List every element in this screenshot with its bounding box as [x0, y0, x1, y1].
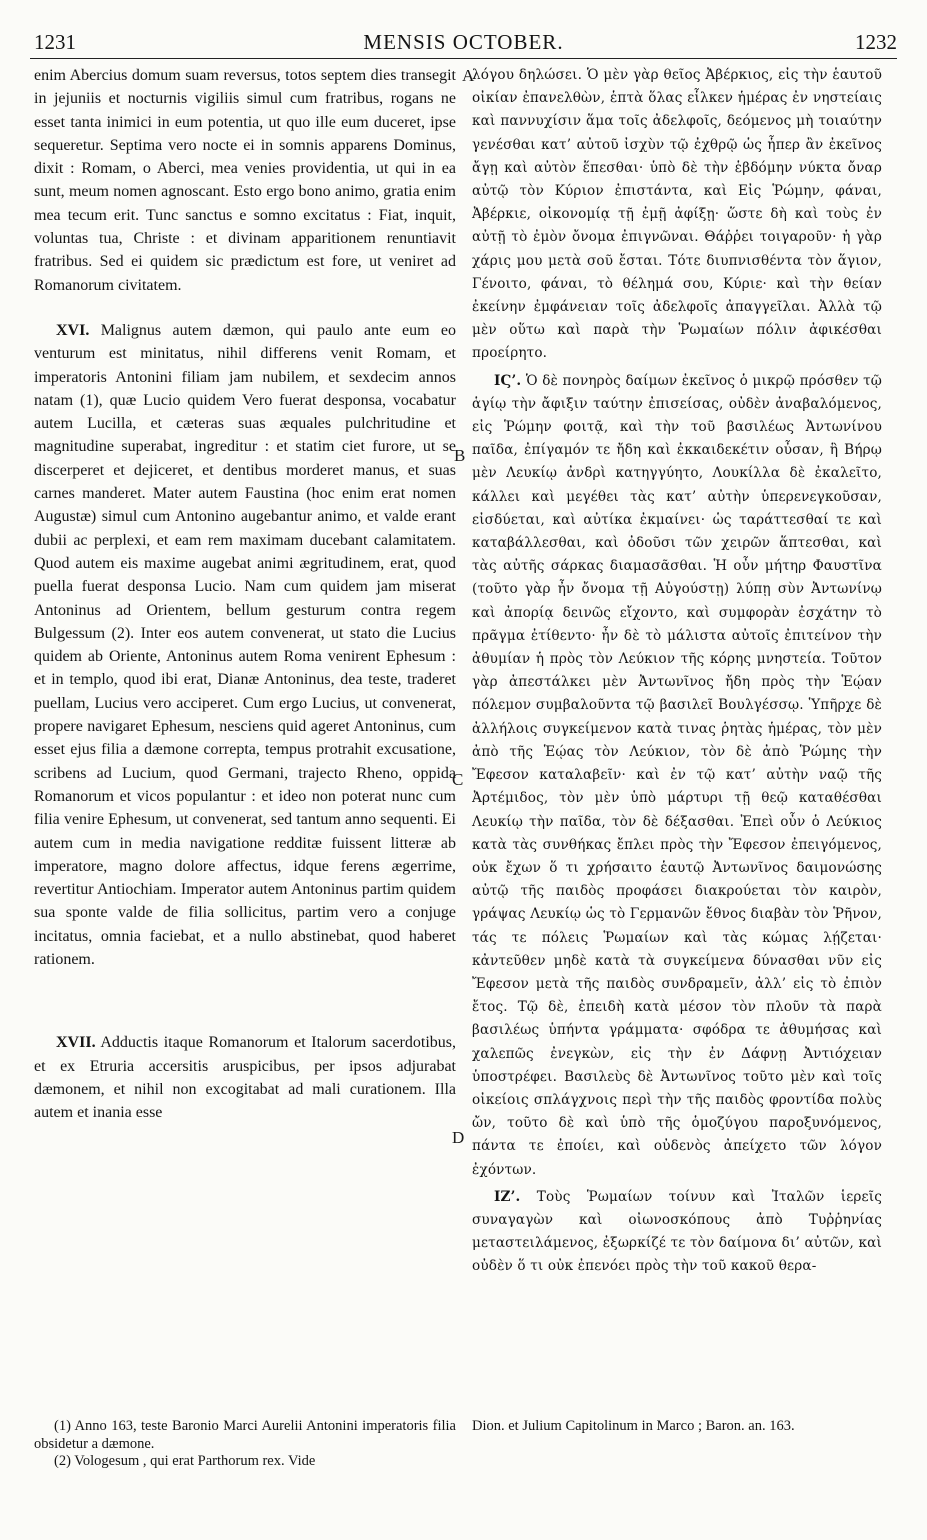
page-number-left: 1231 — [34, 30, 76, 54]
greek-paragraph-1-text: λόγου δηλώσει. Ὁ μὲν γὰρ θεῖος Ἀβέρκιος, εἰς τὴν ἑαυτοῦ οἰκίαν ἐπανελθὼν, ἑπτὰ ὅλας εἷλκεν ἡμέρας ἐν νηστείαις καὶ παννυχίσιν ἅμα τοῖς ἀδελφοῖς, δεόμενος μὴ τοιαύτην γενέσθαι κατ’ αὐτοῦ ἰσχὺν τῷ ἐχθρῷ ὡς ἧπερ ἂν ἐκεῖνος ἄγῃ καὶ αὐτὸν ἕπεσθαι· ὑπὸ δὲ τὴν ἑβδόμην νύκτα ὄναρ αὐτῷ τὸν Κύριον ἐπιστάντα, καὶ Εἰς Ῥώμην, φάναι, Ἀβέρκιε, οἰκονομίᾳ τῇ ἐμῇ ἀφίξῃ· ὥστε δὴ καὶ τοὺς ἐν αὐτῇ τὸ ἐμὸν ὄνομα ἐπιγνῶναι. Θάῤῥει τοιγαροῦν· ἡ γὰρ χάρις μου μετὰ σοῦ ἔσται. Τότε διυπνισθέντα τὸν ἅγιον, Γένοιτο, φάναι, τὸ θέλημά σου, Κύριε· καὶ τὴν θείαν ἐκείνην ἐμφάνειαν τοῖς ἀδελφοῖς ἀπαγγεῖλαι. Ἀλλὰ τῷ μὲν οὕτω καὶ παρὰ τὴν Ῥωμαίων πόλιν ἀφικέσθαι προείρητο. — [472, 67, 882, 362]
greek-section-17-text: Τοὺς Ῥωμαίων τοίνυν καὶ Ἰταλῶν ἱερεῖς συναγαγὼν καὶ οἰωνοσκόπους ἀπὸ Τυῤῥηνίας μεταστειλάμενος, ἐξωρκίζέ τε τὸν δαίμονα δι’ αὐτῶν, καὶ οὐδὲν ὅ τι οὐκ ἐπενόει πρὸς τὴν τοῦ κακοῦ θερα- — [472, 1188, 882, 1275]
section-number-xvi: XVI. — [56, 321, 90, 339]
margin-marker-a: A — [462, 66, 475, 85]
greek-section-17 — [472, 1186, 882, 1279]
section-number-17: ΙΖ’. — [494, 1188, 521, 1205]
footnote-2-continued: Dion. et Julium Capitolinum in Marco ; Baron. an. 163. — [472, 1418, 795, 1434]
latin-section-xvii — [34, 1031, 456, 1124]
margin-marker-b: B — [454, 446, 466, 465]
latin-paragraph-1 — [34, 64, 456, 297]
latin-column — [34, 64, 456, 1124]
section-number-16: ΙϚ’. — [494, 372, 522, 389]
margin-marker-c: C — [452, 770, 464, 789]
footnotes-right — [472, 1418, 882, 1436]
latin-section-xvi-text: Malignus autem dæmon, qui paulo ante eum eo venturum est minitatus, nihil differens venit Romam, et imperatoris Antonini filiam jam nubilem, et sexdecim annos natam (1), quæ Lucio quidem Vero fuerat desponsa, vocabatur autem Lucilla, et cæteras suas æquales pulchritudine et magnitudine superabat, ingreditur : et statim ciet furore, ut se discerperet et dejiceret, et dentibus morderet manus, et suas carnes manderet. Mater autem Faustina (hoc enim erat nomen Augustæ) simul cum Antonino augebantur animo, et valde erant dubii ac perplexi, et eam rem maximam ducebant calamitatem. Quod autem eis maxime augebat animi ægritudinem, erat, quod puella fuerat desponsa Lucio. Nam cum quidem jam miserat Antoninus ad Orientem, bellum gesturum contra regem Bulgessum (2). Inter eos autem convenerat, ut stato die Lucius quidem ab Oriente, Antoninus autem Roma venirent Ephesum : et in templo, quod ibi erat, Dianæ Antoninus, dea teste, traderet puellam, Lucius vero acciperet. Cum ergo Lucius, ut convenerat, propere navigaret Ephesum, nesciens quid ageret Antoninus, cum esset ejus filia a dæmone correpta, tempus protrahit excusatione, scribens ad Lucium, quod Germani, trajecto Rheno, oppida Romanorum et vicos populantur : et ideo non poterat nunc cum filia venire Ephesum, ut convenerat, sed tantum anno sequenti. Ei autem cum in media navigatione redditæ fuissent litteræ ab imperatore, magno dolore affectus, idque ferens ægerrime, revertitur Antiochiam. Imperator autem Antoninus partim quidem sua sponte valde de filia sollicitus, partim vero a conjuge incitatus, omnia faciebat, et a nullo abstinebat, quod haberet rationem. — [34, 321, 456, 968]
footnote-1: (1) Anno 163, teste Baronio Marci Aurelii Antonini imperatoris filia obsidetur a dæmone. — [34, 1418, 456, 1452]
greek-section-16 — [472, 370, 882, 1182]
running-title: MENSIS OCTOBER. — [363, 30, 564, 54]
page-number-right: 1232 — [855, 30, 897, 54]
header-rule — [30, 58, 897, 59]
footnote-2: (2) Vologesum , qui erat Parthorum rex. Vide — [54, 1453, 316, 1469]
latin-section-xvi — [34, 319, 456, 971]
latin-section-xvii-text: Adductis itaque Romanorum et Italorum sacerdotibus, et ex Etruria accersitis aruspicibus, per ipsos adjurabat dæmonem, et nihil non excogitabat ad mali curationem. Illa autem et inania esse — [34, 1034, 456, 1122]
greek-section-16-text: Ὁ δὲ πονηρὸς δαίμων ἐκεῖνος ὁ μικρῷ πρόσθεν τῷ ἁγίῳ τὴν ἄφιξιν ταύτην ἐπισείσας, οὐδὲν ἀναβαλόμενος, εἰς Ῥώμην φοιτᾷ, καὶ τὴν τοῦ βασιλέως Ἀντωνίνου παῖδα, ἐπίγαμόν τε ἤδη καὶ ἐκκαιδεκέτιν οὖσαν, ἣ Βήρῳ μὲν Λευκίῳ ἀνδρὶ κατηγγύητο, Λουκίλλα δὲ ἐκαλεῖτο, κάλλει καὶ μεγέθει τὰς κατ’ αὐτὴν ὑπερενεγκοῦσαν, εἰσδύεται, καὶ αὐτίκα ἐκμαίνει· ὡς ταράττεσθαί τε καὶ καταβάλλεσθαι, καὶ ὀδοῦσι τῶν χειρῶν ἅπτεσθαι, καὶ τὰς αὐτῆς σάρκας διαμασᾶσθαι. Ἡ οὖν μήτηρ Φαυστῖνα (τοῦτο γὰρ ἦν ὄνομα τῇ Αὐγούστῃ) λύπῃ σὺν Ἀντωνίνῳ καὶ ἀπορίᾳ δεινῶς εἴχοντο, καὶ συμφορὰν ἐσχάτην τὸ πρᾶγμα ἐτίθεντο· ἦν δὲ τὸ μάλιστα αὐτοῖς ἐπιτείνον τὴν ἀθυμίαν ἡ πρὸς τὸν Λεύκιον τῆς κόρης μνηστεία. Τοῦτον γὰρ ἀπεστάλκει μὲν Ἀντωνῖνος ἤδη πρὸς τὴν Ἑῴαν πόλεμον συμβαλοῦντα τῷ βασιλεῖ Βουλγέσσῳ. Ὑπῆρχε δὲ ἀλλήλοις συγκείμενον κατὰ τινας ῥητὰς ἡμέρας, τὸν μὲν ἀπὸ τῆς Ἑῴας τὸν Λεύκιον, τὸν δὲ ἀπὸ Ῥώμης τὴν Ἔφεσον καταλαβεῖν· καὶ ἐν τῷ κατ’ αὐτὴν ναῷ τῆς Ἀρτέμιδος, τὸν μὲν ὑπὸ μάρτυρι τῇ θεῷ καταθέσθαι Λευκίῳ τὴν παῖδα, τὸν δὲ δέξασθαι. Ἐπεὶ οὖν ὁ Λεύκιος κατὰ τὰς συνθήκας ἔπλει πρὸς τὴν Ἔφεσον ἐπειγόμενος, οὐκ ἔχων ὅ τι χρήσαιτο ἑαυτῷ Ἀντωνῖνος δαιμονώσης αὐτῷ τῆς παιδὸς προφάσει διακρούεται τὸν καιρὸν, γράψας Λευκίῳ ὡς τὸ Γερμανῶν ἔθνος διαβὰν τὸν Ῥῆνον, τάς τε πόλεις Ῥωμαίων καὶ τὰς κώμας λῄζεται· κἀντεῦθεν μηδὲ κατὰ τὰ συγκείμενα δύνασθαι νῦν εἰς Ἔφεσον μετὰ τῆς παιδὸς συνδραμεῖν, ἀλλ’ εἰς τὸ ἐπιὸν ἔτος. Τῷ δὲ, ἐπειδὴ κατὰ μέσον τὸν πλοῦν τὰ παρὰ βασιλέως ὑπήντα γράμματα· σφόδρα τε ἀθυμήσας καὶ χαλεπῶς ἐνεγκὼν, εἰς τὴν ἐν Δάφνῃ Ἀντιόχειαν ὑποστρέφει. Βασιλεὺς δὲ Ἀντωνῖνος τοῦτο μὲν καὶ τοῖς οἰκείοις σπλάγχνοις περὶ τὴν τῆς παιδὸς φροντίδα πολὺς ὤν, τοῦτο δὲ καὶ ὑπὸ τῆς ὁμοζύγου παροξυνόμενος, πάντα τε ἐποίει, καὶ οὐδενὸς ἀπείχετο τῶν λόγον ἐχόντων. — [472, 372, 882, 1178]
section-number-xvii: XVII. — [56, 1034, 96, 1052]
latin-paragraph-1-text: enim Abercius domum suam reversus, totos septem dies transegit in jejuniis et nocturnis vigiliis simul cum fratribus, rogans ne esset tanta inimici in eum potentia, ut quo ille eum duceret, ipse sequeretur. Septima vero nocte ei in somnis apparens Dominus, dixit : Romam, o Aberci, mea venies providentia, ut qui in ea sunt, meum nomen agnoscant. Esto ergo bono animo, gratia enim mea tecum erit. Tunc sanctus e somno excitatus : Fiat, inquit, voluntas tua, Christe : et divinam apparitionem renuntiavit fratribus. Sed ei quidem sic prædictum est fore, ut veniret ad Romanorum civitatem. — [34, 67, 456, 294]
greek-paragraph-1 — [472, 64, 882, 366]
footnotes-left — [34, 1418, 456, 1471]
greek-column — [472, 64, 882, 1279]
page-header — [30, 30, 897, 56]
margin-marker-d: D — [452, 1128, 465, 1147]
